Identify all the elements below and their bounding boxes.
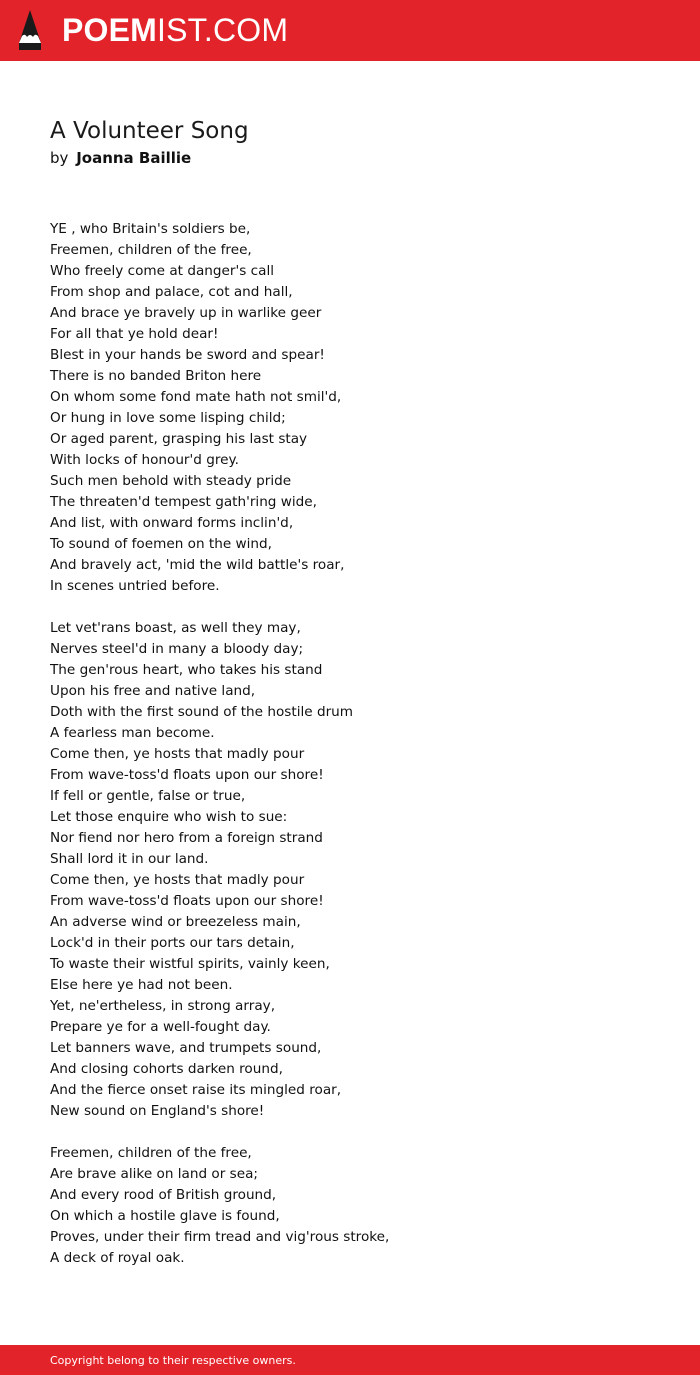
poem-line: A fearless man become. bbox=[50, 725, 215, 741]
pen-nib-icon[interactable] bbox=[17, 9, 43, 51]
poem-line: For all that ye hold dear! bbox=[50, 326, 219, 342]
poem-line: Doth with the first sound of the hostile drum bbox=[50, 704, 354, 720]
poem-line: Proves, under their firm tread and vig'rous stroke, bbox=[50, 1229, 390, 1245]
poem-line: Yet, ne'ertheless, in strong array, bbox=[50, 998, 276, 1014]
poem-line: On whom some fond mate hath not smil'd, bbox=[50, 389, 342, 405]
poem-line: Let those enquire who wish to sue: bbox=[50, 809, 288, 825]
site-logo[interactable] bbox=[62, 11, 288, 49]
logo-light-text: IST.COM bbox=[157, 12, 289, 48]
poem-line: Else here ye had not been. bbox=[50, 977, 233, 993]
copyright-notice: Copyright belong to their respective owners. bbox=[50, 1354, 296, 1367]
poem-line: Let banners wave, and trumpets sound, bbox=[50, 1040, 322, 1056]
poem-body bbox=[50, 219, 650, 1290]
poem-line: In scenes untried before. bbox=[50, 578, 220, 594]
poem-line: Come then, ye hosts that madly pour bbox=[50, 746, 305, 762]
poem-line: Or hung in love some lisping child; bbox=[50, 410, 286, 426]
stanza bbox=[50, 618, 650, 1122]
poem-line: With locks of honour'd grey. bbox=[50, 452, 239, 468]
poem-line: Come then, ye hosts that madly pour bbox=[50, 872, 305, 888]
poem-line: YE , who Britain's soldiers be, bbox=[50, 221, 251, 237]
logo-bold-text: POEM bbox=[62, 12, 158, 48]
poem-line: The threaten'd tempest gath'ring wide, bbox=[50, 494, 317, 510]
poem-line: To sound of foemen on the wind, bbox=[50, 536, 272, 552]
poem-line: Nor fiend nor hero from a foreign strand bbox=[50, 830, 323, 846]
poem-line: And the fierce onset raise its mingled roar, bbox=[50, 1082, 342, 1098]
poem-line: And bravely act, 'mid the wild battle's roar, bbox=[50, 557, 345, 573]
poem-title: A Volunteer Song bbox=[50, 118, 249, 144]
by-label: by bbox=[50, 149, 69, 167]
stanza bbox=[50, 1143, 650, 1269]
poem-line: Are brave alike on land or sea; bbox=[50, 1166, 259, 1182]
author-name: Joanna Baillie bbox=[76, 149, 192, 167]
poem-line: To waste their wistful spirits, vainly keen, bbox=[50, 956, 330, 972]
poem-line: Prepare ye for a well-fought day. bbox=[50, 1019, 271, 1035]
poem-line: Shall lord it in our land. bbox=[50, 851, 209, 867]
poem-line: Blest in your hands be sword and spear! bbox=[50, 347, 325, 363]
poem-line: Let vet'rans boast, as well they may, bbox=[50, 620, 301, 636]
site-header bbox=[0, 0, 700, 61]
poem-line: There is no banded Briton here bbox=[50, 368, 262, 384]
poem-line: New sound on England's shore! bbox=[50, 1103, 265, 1119]
poem-line: Who freely come at danger's call bbox=[50, 263, 274, 279]
poem-line: And list, with onward forms inclin'd, bbox=[50, 515, 294, 531]
poem-line: Freemen, children of the free, bbox=[50, 242, 252, 258]
poem-line: If fell or gentle, false or true, bbox=[50, 788, 246, 804]
poem-line: And closing cohorts darken round, bbox=[50, 1061, 283, 1077]
poem-line: On which a hostile glave is found, bbox=[50, 1208, 280, 1224]
poem-line: An adverse wind or breezeless main, bbox=[50, 914, 301, 930]
poem-line: Such men behold with steady pride bbox=[50, 473, 292, 489]
site-footer bbox=[0, 1345, 700, 1375]
poem-line: Upon his free and native land, bbox=[50, 683, 256, 699]
poem-line: Or aged parent, grasping his last stay bbox=[50, 431, 308, 447]
poem-line: And every rood of British ground, bbox=[50, 1187, 277, 1203]
stanza bbox=[50, 219, 650, 597]
poem-line: And brace ye bravely up in warlike geer bbox=[50, 305, 322, 321]
poem-line: From shop and palace, cot and hall, bbox=[50, 284, 293, 300]
poem-line: Freemen, children of the free, bbox=[50, 1145, 252, 1161]
poem-line: The gen'rous heart, who takes his stand bbox=[50, 662, 323, 678]
poem-line: Lock'd in their ports our tars detain, bbox=[50, 935, 295, 951]
poem-line: Nerves steel'd in many a bloody day; bbox=[50, 641, 304, 657]
poem-line: From wave-toss'd floats upon our shore! bbox=[50, 893, 324, 909]
byline bbox=[50, 147, 191, 169]
poem-line: From wave-toss'd floats upon our shore! bbox=[50, 767, 324, 783]
poem-line: A deck of royal oak. bbox=[50, 1250, 185, 1266]
